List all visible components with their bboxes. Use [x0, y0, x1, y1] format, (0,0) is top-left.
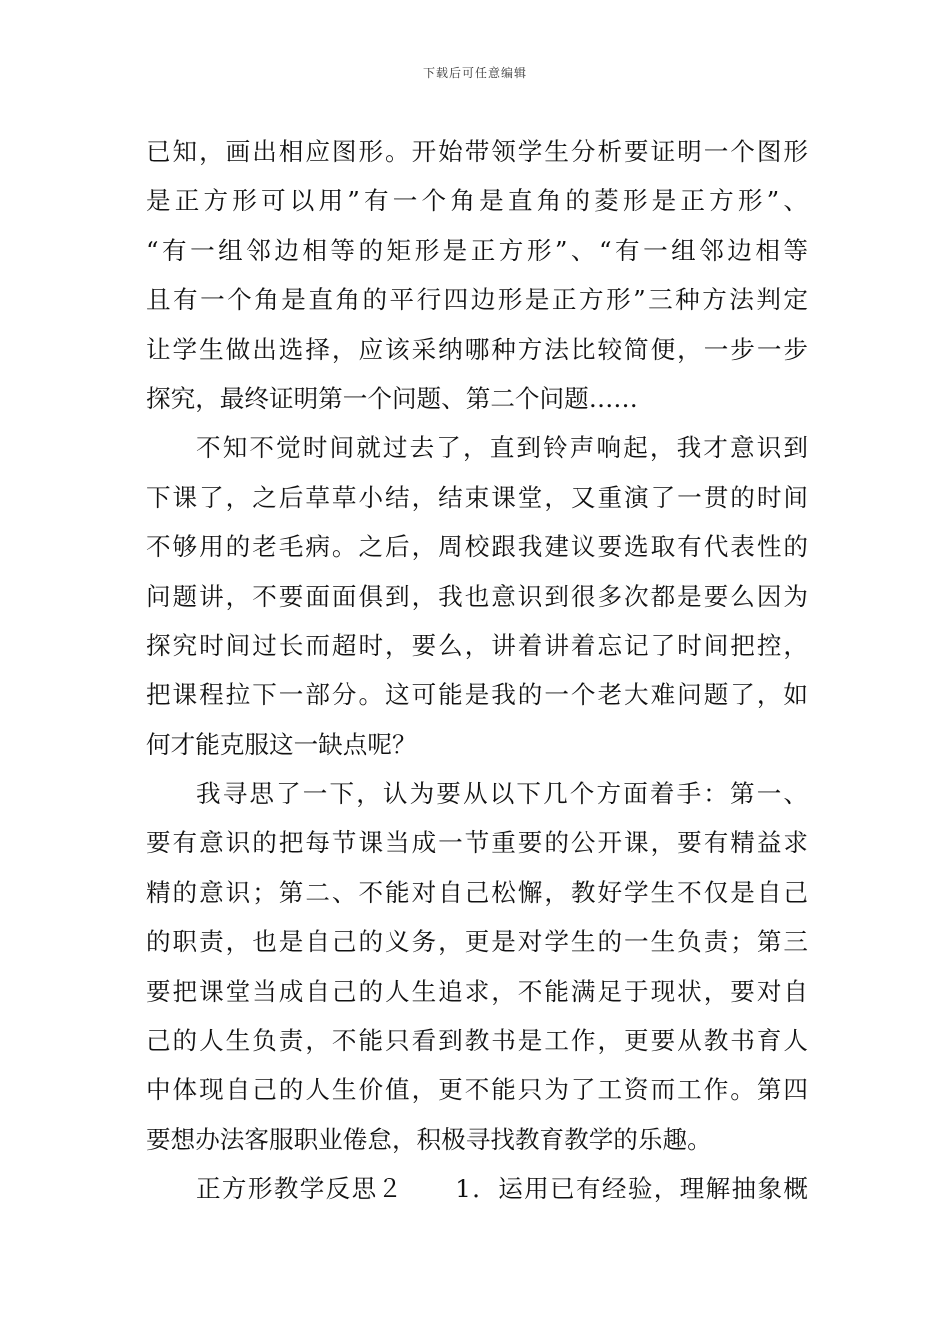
text-line: 探究，最终证明第一个问题、第二个问题……: [146, 383, 638, 413]
text-line: 是正方形可以用”有一个角是直角的菱形是正方形”、: [146, 186, 808, 216]
text-line: 中体现自己的人生价值，更不能只为了工资而工作。第四: [146, 1075, 808, 1105]
text-line: 探究时间过长而超时，要么，讲着讲着忘记了时间把控，: [146, 630, 808, 660]
text-line: 且有一个角是直角的平行四边形是正方形”三种方法判定: [146, 285, 808, 315]
text-line: 己的人生负责，不能只看到教书是工作，更要从教书育人: [146, 1026, 808, 1056]
text-line: 不知不觉时间就过去了，直到铃声响起，我才意识到: [196, 433, 808, 463]
text-line: “有一组邻边相等的矩形是正方形”、“有一组邻边相等: [146, 235, 808, 265]
text-line: 精的意识；第二、不能对自己松懈，教好学生不仅是自己: [146, 877, 808, 907]
text-line: 的职责，也是自己的义务，更是对学生的一生负责；第三: [146, 927, 808, 957]
text-line: 已知，画出相应图形。开始带领学生分析要证明一个图形: [146, 137, 808, 166]
text-line: 把课程拉下一部分。这可能是我的一个老大难问题了，如: [146, 680, 808, 710]
text-line: 正方形教学反思２ 1．运用已有经验，理解抽象概: [196, 1174, 808, 1204]
text-line: 要把课堂当成自己的人生追求，不能满足于现状，要对自: [146, 976, 808, 1006]
text-line: 让学生做出选择，应该采纳哪种方法比较简便，一步一步: [146, 334, 808, 364]
text-line: 我寻思了一下，认为要从以下几个方面着手：第一、: [196, 779, 808, 809]
text-line: 下课了，之后草草小结，结束课堂，又重演了一贯的时间: [146, 482, 808, 512]
text-line: 要有意识的把每节课当成一节重要的公开课，要有精益求: [146, 828, 808, 858]
text-line: 何才能克服这一缺点呢？: [146, 729, 417, 759]
text-line: 不够用的老毛病。之后，周校跟我建议要选取有代表性的: [146, 532, 808, 562]
document-body: [146, 127, 808, 1214]
text-line: 要想办法客服职业倦怠，积极寻找教育教学的乐趣。: [146, 1124, 712, 1154]
text-line: 问题讲，不要面面俱到，我也意识到很多次都是要么因为: [146, 581, 808, 611]
page-header: 下载后可任意编辑: [422, 66, 527, 80]
